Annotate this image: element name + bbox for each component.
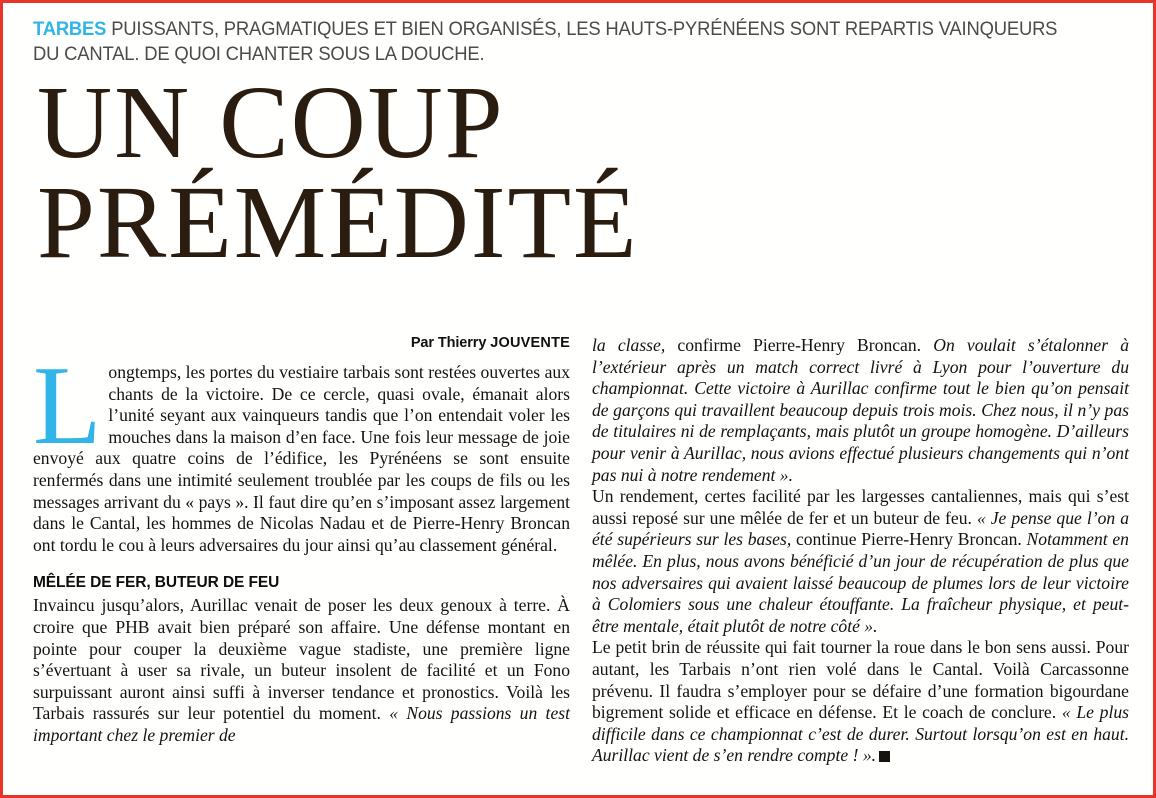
article-inner bbox=[3, 3, 1153, 795]
drop-cap: L bbox=[33, 344, 102, 468]
byline-surname: JOUVENTE bbox=[490, 335, 570, 351]
byline-prefix: Par Thierry bbox=[410, 335, 491, 351]
paragraph-analysis-1 bbox=[592, 486, 1129, 637]
article-columns bbox=[33, 335, 1129, 767]
quote-block-1: On voulait s’étalonner à l’extérieur après un match correct livré à Lyon pour l’ouverture du championnat. Cette victoire à Aurillac confirme tout le bien qu’on pensait de garçons qui travaillent beaucoup depuis trois mois. Chez nous, il n’y pas de titulaires ni de remplaçants, mais plutôt un groupe homogène. D’ailleurs pour venir à Aurillac, nous avions effectué plusieurs changements qui n’ont pas nui à notre rendement ». bbox=[592, 335, 1130, 485]
paragraph-quote-continued bbox=[592, 335, 1129, 486]
section-subheading: MÊLÉE DE FER, BUTEUR DE FEU bbox=[33, 574, 280, 592]
byline bbox=[33, 335, 570, 351]
quote-attribution-1: confirme Pierre-Henry Broncan. bbox=[665, 335, 934, 355]
kicker-text: PUISSANTS, PRAGMATIQUES ET BIEN ORGANISÉS, LES HAUTS-PYRÉNÉENS SONT REPARTIS VAINQUEURS DU CANTAL. DE QUOI CHANTER SOUS LA DOUCHE. bbox=[33, 18, 1058, 65]
paragraph-second-text: Invaincu jusqu’alors, Aurillac venait de poser les deux genoux à terre. À croire que PHB avait bien préparé son affaire. Une défense montant en pointe pour couper la deuxième vague stadiste, une première ligne s’évertuant à user sa rivale, un buteur insolent de facilité et un Fono surpuissant auront ainsi suffi à inverser tendance et pronostics. Voilà les Tarbais rassurés sur leur potentiel du moment. bbox=[33, 595, 570, 724]
headline-line-1: UN COUP bbox=[37, 65, 505, 180]
end-of-article-mark bbox=[879, 751, 890, 762]
paragraph-closing-text: Le petit brin de réussite qui fait tourner la roue dans le bon sens aussi. Pour autant, les Tarbais n’ont rien volé dans le Cantal. Voilà Carcassonne prévenu. Il faudra s’employer pour se défaire d’une formation bigourdane bigrement solide et efficace en défense. Et le coach de conclure. bbox=[592, 637, 1129, 723]
paragraph-intro-text: ongtemps, les portes du vestiaire tarbais sont restées ouvertes aux chants de la victoire. De ce cercle, quasi ovale, émanait alors l’unité seyant aux vainqueurs tandis que l’on entendait voler les mouches dans la maison d’en face. Une fois leur message de joie envoyé aux quatre coins de l’édifice, les Pyrénéens se sont ensuite renfermés dans une intimité seulement troublée par les coups de fils ou les messages arrivant du « pays ». Il faut dire qu’en s’imposant assez largement dans le Cantal, les hommes de Nicolas Nadau et de Pierre-Henry Broncan ont tordu le cou à leurs adversaires du jour ainsi qu’au classement général. bbox=[33, 362, 570, 555]
page-title bbox=[33, 65, 1127, 280]
kicker bbox=[33, 17, 1071, 67]
quote-attribution-2: continue Pierre-Henry Broncan. bbox=[791, 529, 1027, 550]
paragraph-analysis-1-text: Un rendement, certes facilité par les largesses cantaliennes, mais qui s’est aussi reposé sur une mêlée de fer et un buteur de feu. bbox=[592, 486, 1129, 528]
column-left bbox=[33, 335, 570, 767]
headline-line-2: PRÉMÉDITÉ bbox=[37, 165, 639, 280]
quote-continued: la classe, bbox=[592, 335, 666, 355]
quote-block-2: « Je pense que l’on a été supérieurs sur les bases, bbox=[592, 507, 1129, 550]
column-right bbox=[592, 335, 1129, 767]
paragraph-intro bbox=[33, 344, 570, 556]
paragraph-second bbox=[33, 595, 570, 746]
quote-block-4: « Le plus difficile dans ce championnat c’est de durer. Surtout lorsqu’on est en haut. Aurillac vient de s’en rendre compte ! ». bbox=[592, 702, 1129, 766]
kicker-location: TARBES bbox=[33, 18, 107, 40]
quote-block-3: Notamment en mêlée. En plus, nous avons bénéficié d’un jour de récupération de plus que nos adversaires qui avaient laissé beaucoup de plumes lors de leur victoire à Colomiers sous une chaleur étouffante. La fraîcheur physique, et peut-être mentale, était plutôt de notre côté ». bbox=[592, 529, 1129, 636]
paragraph-closing bbox=[592, 637, 1129, 767]
quote-open-italic: « Nous passions un test important chez le premier de bbox=[33, 703, 570, 745]
